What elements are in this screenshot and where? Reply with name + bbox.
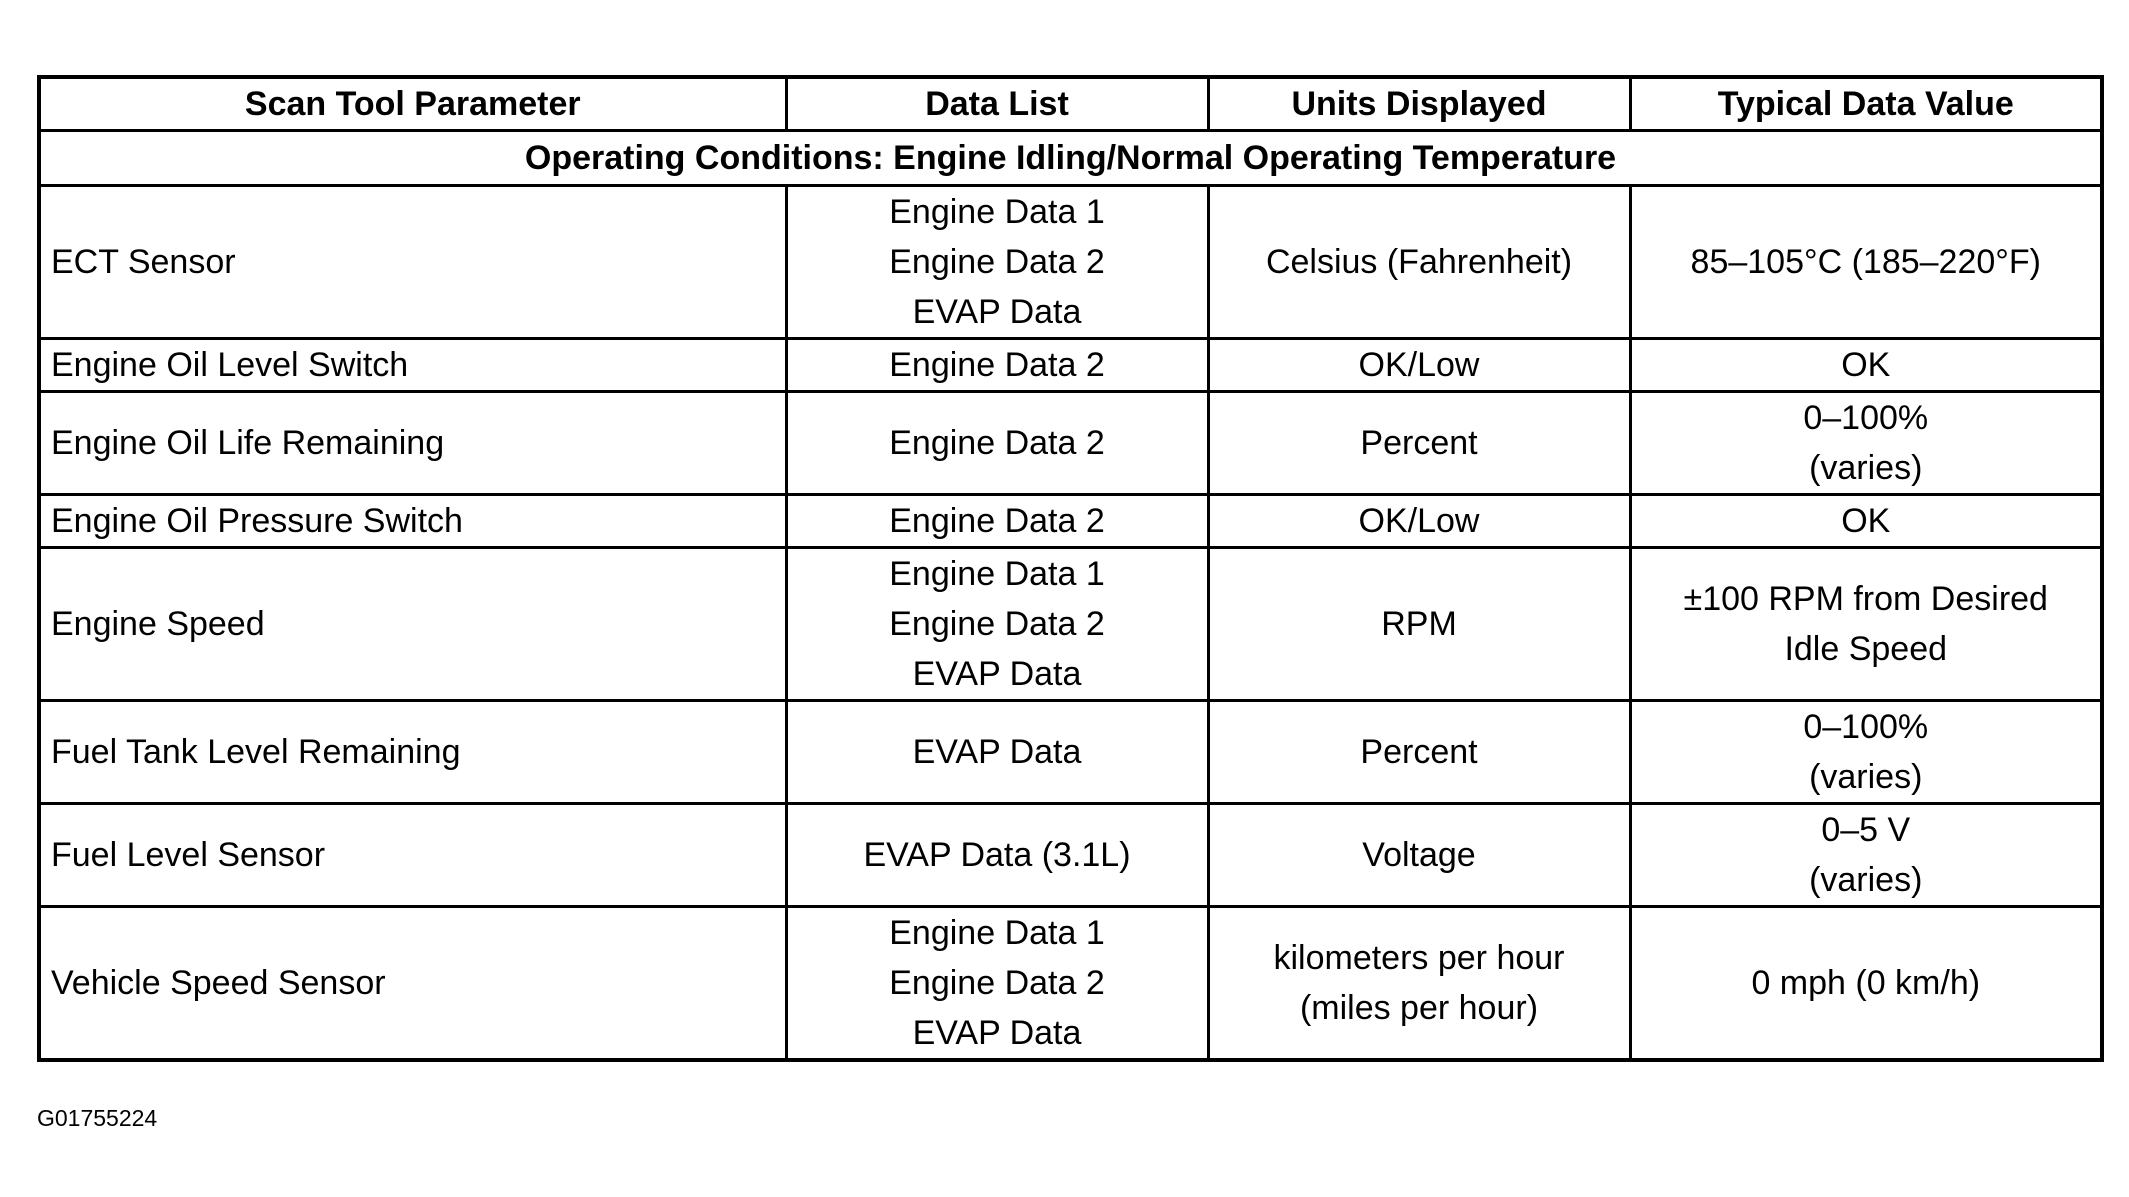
header-units-displayed: Units Displayed [1208,77,1630,131]
cell-data-list-line: Engine Data 1 [889,193,1105,231]
table-row [39,339,2102,392]
cell-units-line: OK/Low [1358,346,1480,384]
cell-units [1208,804,1630,907]
header-row [39,77,2102,131]
scan-tool-data-table [37,75,2104,1062]
cell-units [1208,186,1630,339]
cell-data-list [786,495,1208,548]
cell-data-list-line: Engine Data 1 [889,914,1105,952]
cell-typical-value [1630,339,2102,392]
cell-typical-value [1630,701,2102,804]
cell-parameter: Fuel Level Sensor [39,804,786,907]
cell-data-list [786,907,1208,1061]
operating-conditions: Operating Conditions: Engine Idling/Normal Operating Temperature [39,131,2102,186]
table-row [39,804,2102,907]
cell-units [1208,907,1630,1061]
cell-typical-value [1630,186,2102,339]
cell-units [1208,339,1630,392]
cell-units [1208,701,1630,804]
table-row [39,907,2102,1061]
cell-typical-value-line: 0 mph (0 km/h) [1751,964,1981,1002]
cell-units-line: OK/Low [1358,502,1480,540]
cell-typical-value [1630,495,2102,548]
cell-data-list-line: Engine Data 2 [889,605,1105,643]
cell-data-list [786,339,1208,392]
cell-units-line: Celsius (Fahrenheit) [1265,243,1573,281]
cell-data-list [786,701,1208,804]
cell-data-list-line: EVAP Data [912,655,1082,693]
cell-units [1208,392,1630,495]
cell-units-line: Percent [1360,424,1478,462]
cell-typical-value-line: Idle Speed [1784,630,1948,668]
cell-units-line: Percent [1360,733,1478,771]
cell-typical-value [1630,392,2102,495]
cell-data-list-line: Engine Data 1 [889,555,1105,593]
condition-row [39,131,2102,186]
cell-data-list-line: EVAP Data [912,293,1082,331]
cell-data-list-line: Engine Data 2 [889,243,1105,281]
cell-units-line: Voltage [1362,836,1476,874]
cell-data-list-line: Engine Data 2 [889,964,1105,1002]
header-data-list: Data List [786,77,1208,131]
cell-parameter: Engine Oil Level Switch [39,339,786,392]
cell-data-list-line: Engine Data 2 [889,346,1105,384]
cell-parameter: Engine Oil Life Remaining [39,392,786,495]
cell-typical-value-line: 0–100% [1803,708,1929,746]
table-row [39,392,2102,495]
cell-typical-value-line: OK [1841,346,1891,384]
header-typical-data-value: Typical Data Value [1630,77,2102,131]
cell-typical-value-line: 0–100% [1803,399,1929,437]
cell-typical-value-line: ±100 RPM from Desired [1683,580,2048,618]
table-row [39,186,2102,339]
cell-typical-value [1630,548,2102,701]
data-table-container [37,75,2100,1062]
cell-units-line: RPM [1381,605,1457,643]
cell-data-list-line: Engine Data 2 [889,424,1105,462]
cell-parameter: Vehicle Speed Sensor [39,907,786,1061]
cell-typical-value [1630,907,2102,1061]
cell-data-list-line: EVAP Data [912,733,1082,771]
cell-units [1208,548,1630,701]
cell-data-list [786,804,1208,907]
cell-units-line: kilometers per hour [1273,939,1565,977]
figure-id: G01755224 [37,1105,158,1131]
cell-typical-value [1630,804,2102,907]
cell-data-list-line: Engine Data 2 [889,502,1105,540]
cell-parameter: Engine Oil Pressure Switch [39,495,786,548]
cell-units [1208,495,1630,548]
cell-typical-value-line: (varies) [1809,861,1923,899]
cell-typical-value-line: 85–105°C (185–220°F) [1690,243,2041,281]
table-row [39,701,2102,804]
table-row [39,495,2102,548]
cell-typical-value-line: 0–5 V [1821,811,1911,849]
cell-typical-value-line: OK [1841,502,1891,540]
cell-parameter: Fuel Tank Level Remaining [39,701,786,804]
table-row [39,548,2102,701]
cell-units-line: (miles per hour) [1299,989,1539,1027]
cell-parameter: Engine Speed [39,548,786,701]
cell-data-list-line: EVAP Data [912,1014,1082,1052]
cell-typical-value-line: (varies) [1809,449,1923,487]
cell-typical-value-line: (varies) [1809,758,1923,796]
cell-data-list-line: EVAP Data (3.1L) [863,836,1131,874]
cell-parameter: ECT Sensor [39,186,786,339]
cell-data-list [786,186,1208,339]
cell-data-list [786,392,1208,495]
cell-data-list [786,548,1208,701]
header-scan-tool-parameter: Scan Tool Parameter [39,77,786,131]
